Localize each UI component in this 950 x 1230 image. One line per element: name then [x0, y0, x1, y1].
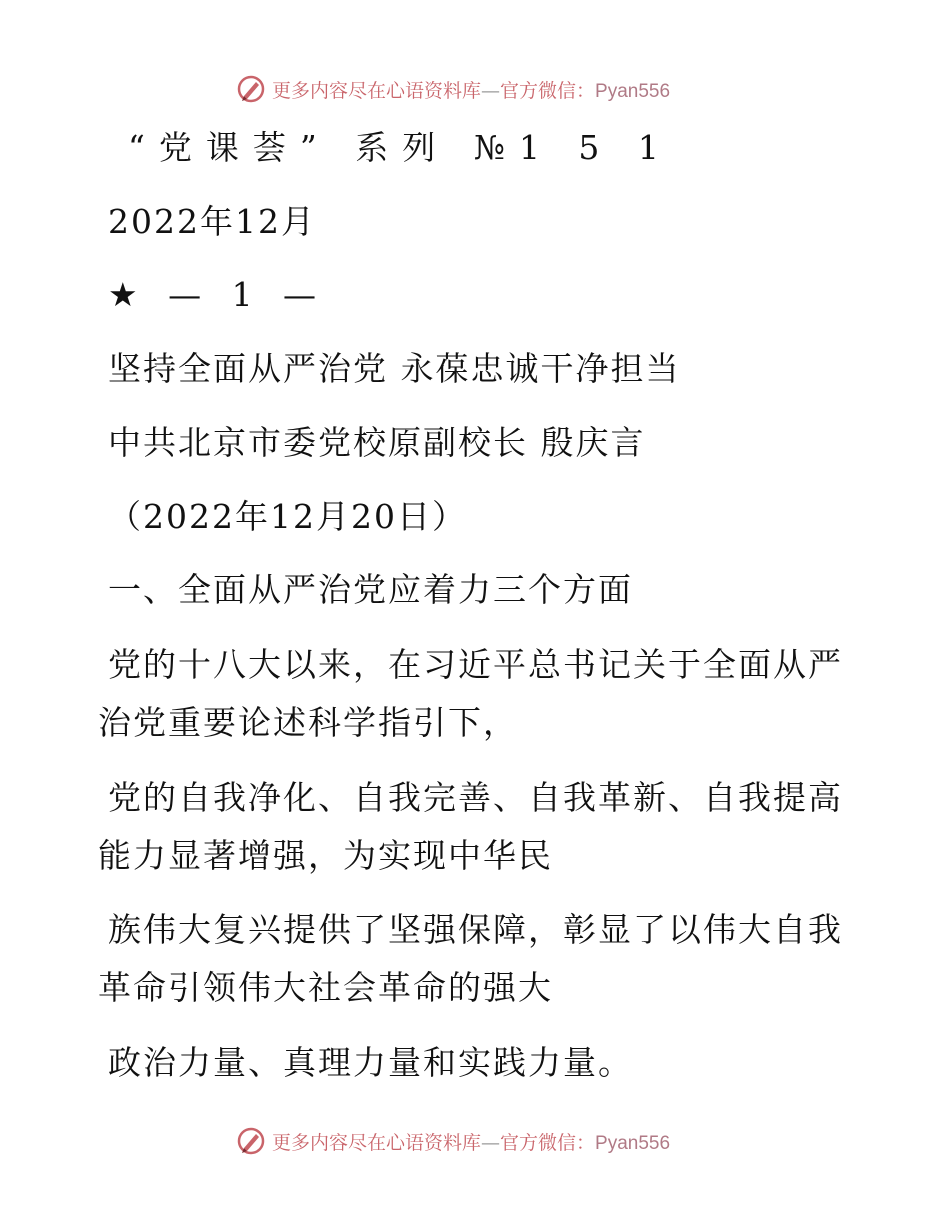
watermark-text: 更多内容尽在心语资料库—官方微信：Pyan556: [272, 79, 671, 102]
document-date: 2022年12月: [108, 202, 316, 241]
paragraph-line: 能力显著增强，为实现中华民: [98, 836, 553, 875]
author-line: 中共北京市委党校原副校长 殷庆言: [108, 423, 646, 462]
pen-logo-icon: [236, 74, 266, 104]
series-label: “党课荟” 系列 №1 5 1: [128, 128, 673, 167]
watermark-header: [236, 72, 670, 106]
watermark-text: 更多内容尽在心语资料库—官方微信：Pyan556: [272, 1131, 671, 1154]
section-marker: ★ — 1 —: [108, 275, 327, 314]
paragraph-line: 治党重要论述科学指引下，: [98, 703, 518, 742]
paragraph-line: 党的十八大以来，在习近平总书记关于全面从严: [108, 645, 843, 684]
paragraph-line: 党的自我净化、自我完善、自我革新、自我提高: [108, 778, 843, 817]
section-heading: 一、全面从严治党应着力三个方面: [108, 570, 633, 609]
paragraph-line: 政治力量、真理力量和实践力量。: [108, 1043, 633, 1082]
paragraph-line: 革命引领伟大社会革命的强大: [98, 968, 553, 1007]
watermark-footer: [236, 1124, 670, 1158]
paragraph-line: 族伟大复兴提供了坚强保障，彰显了以伟大自我: [108, 910, 843, 949]
document-title: 坚持全面从严治党 永葆忠诚干净担当: [108, 349, 681, 388]
full-date: （2022年12月20日）: [108, 497, 467, 536]
pen-logo-icon: [236, 1126, 266, 1156]
